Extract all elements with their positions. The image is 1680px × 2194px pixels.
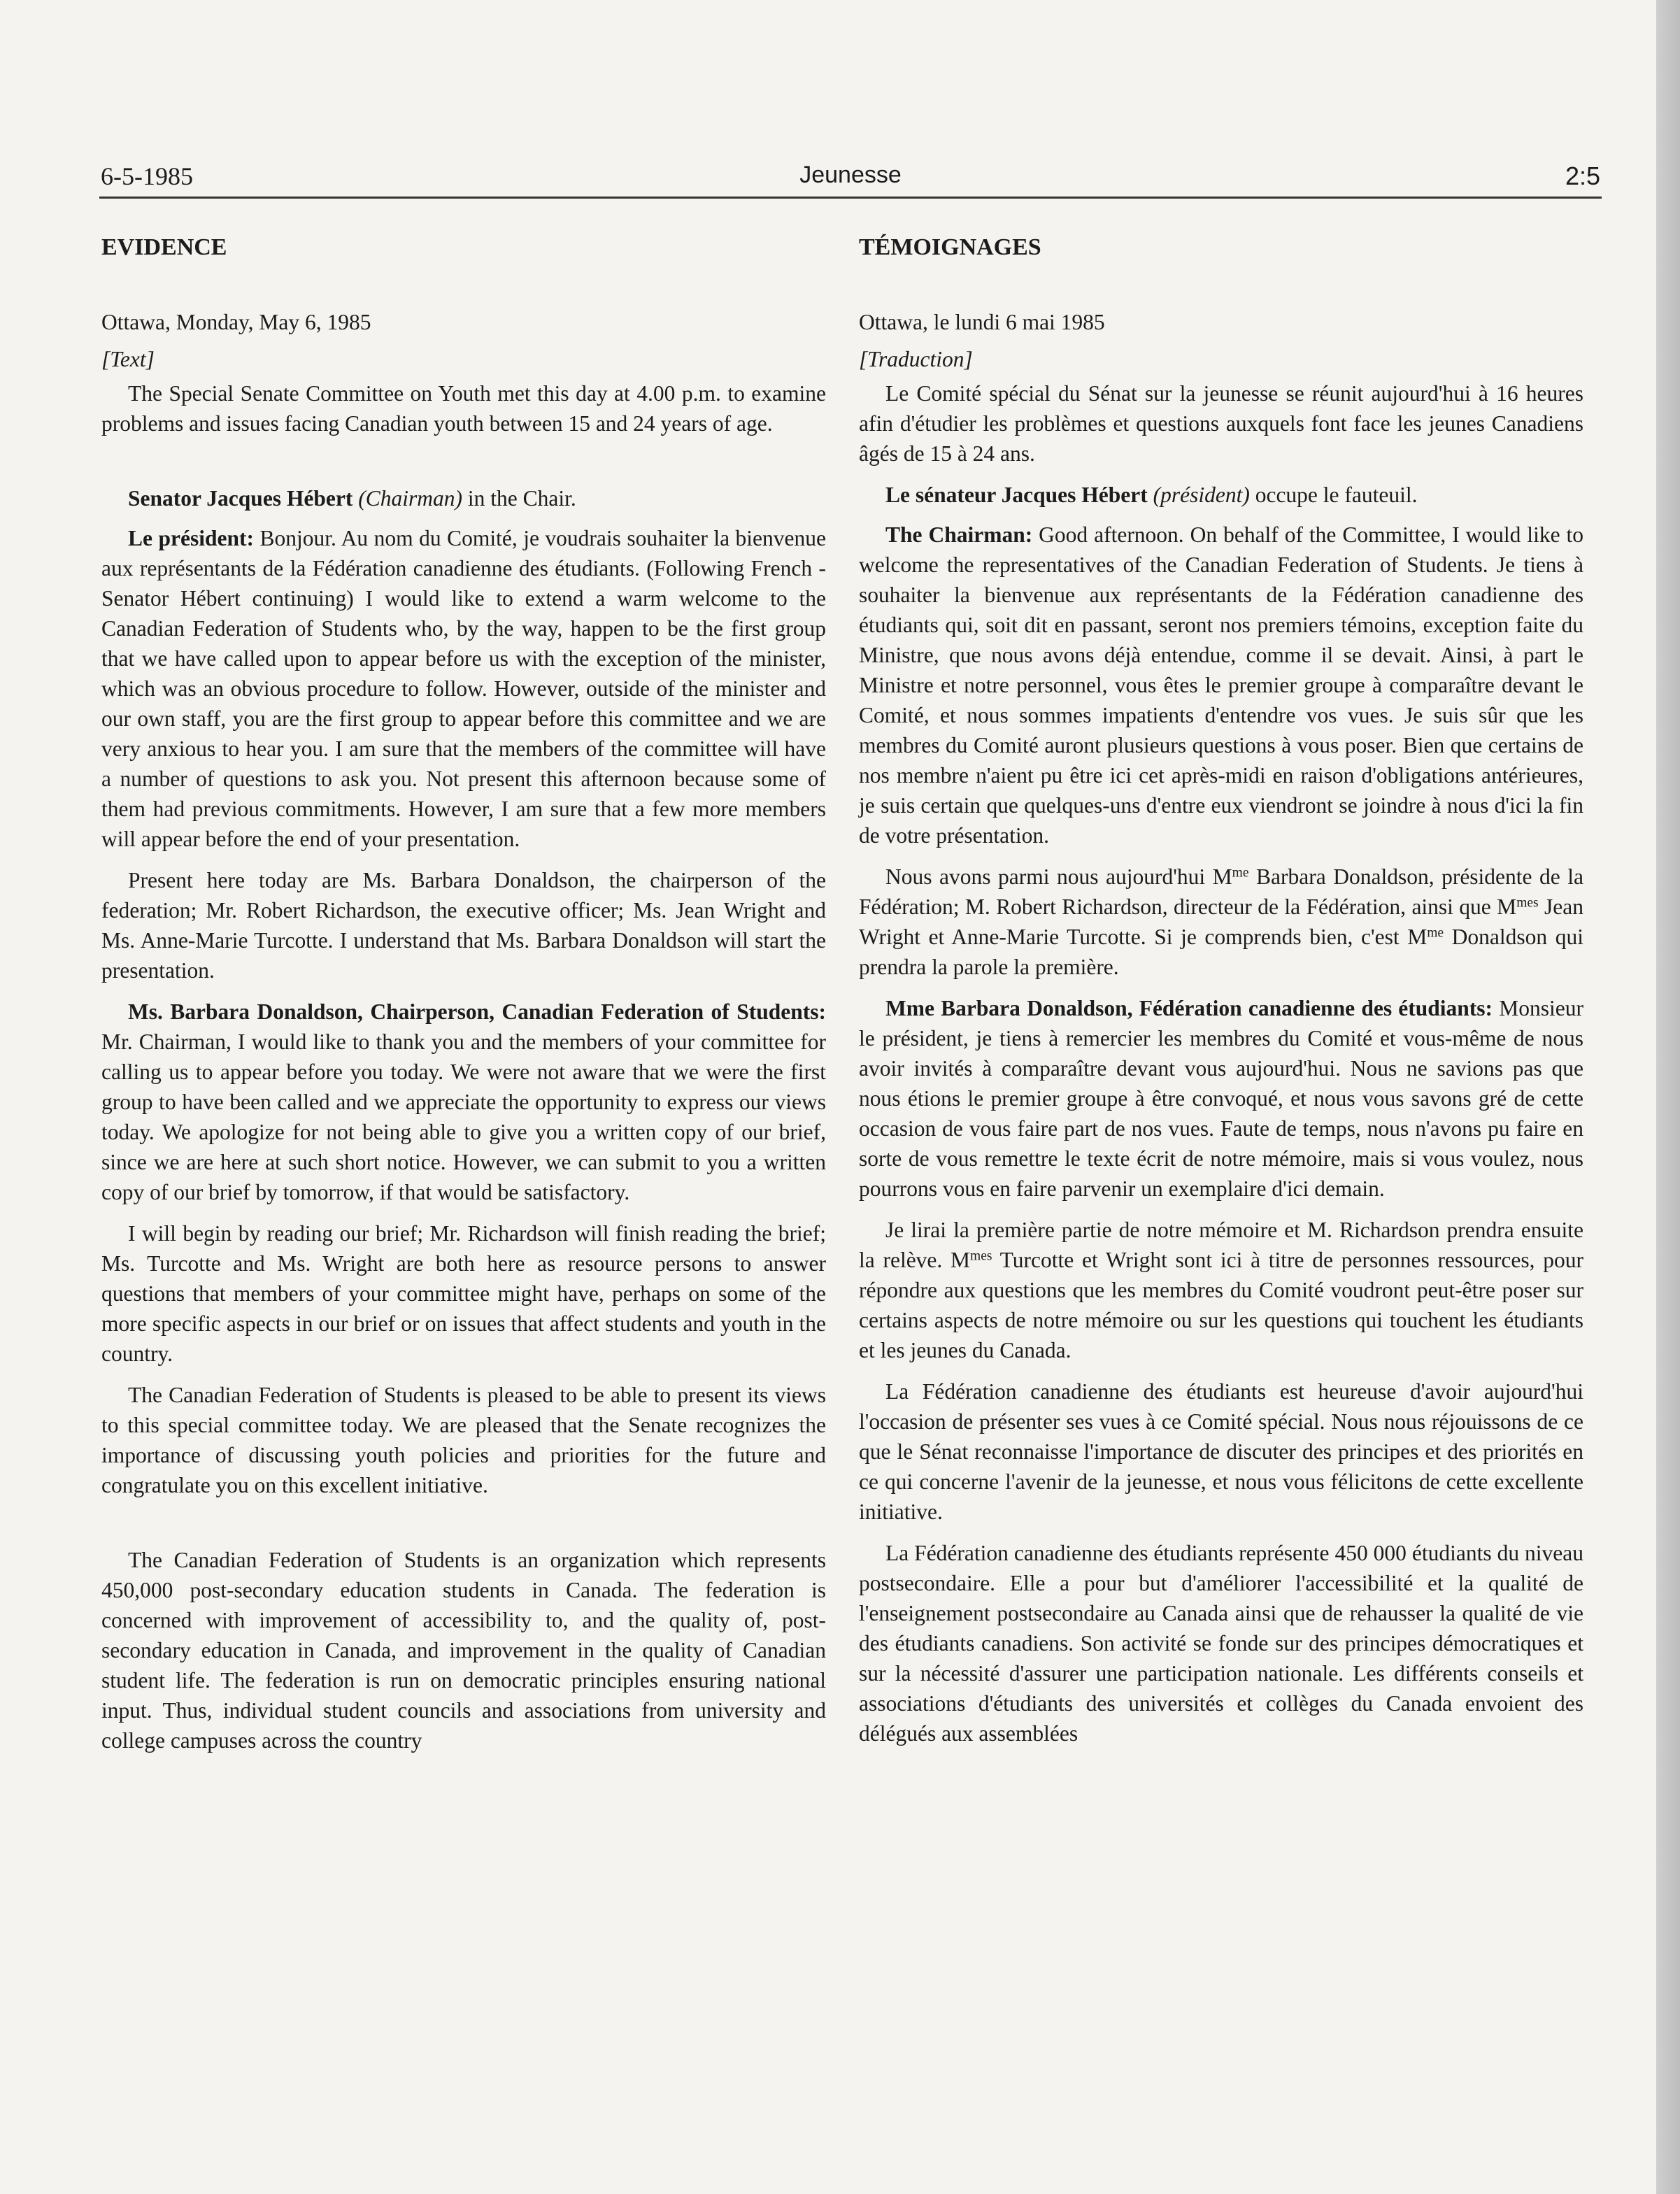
paragraph-present [859, 862, 1583, 982]
text-run: Nous avons parmi nous aujourd'hui M [885, 864, 1232, 889]
chair-line [101, 483, 826, 513]
chair-name: Senator Jacques Hébert [128, 486, 353, 511]
superscript: mes [970, 1248, 992, 1264]
chair-line [859, 480, 1583, 510]
paragraph-federation: La Fédération canadienne des étudiants représente 450 000 étudiants du niveau postsecondaire. Elle a pour but d'améliorer l'accessibilité et la qualité de l'enseignement postsecondaire au Canada ainsi que de rehausser la qualité de vie des étudiants canadiens. Son activité se fonde sur des principes démocratiques et sur la nécessité d'assurer une participation nationale. Les différents conseils et associations d'étudiants des universités et collèges du Canada envoient des délégués aux assemblées [859, 1541, 1583, 1746]
header-date: 6-5-1985 [101, 162, 193, 190]
text-run: Donaldson qui prendra la parole la première. [859, 925, 1583, 979]
paragraph-chairman-welcome [101, 523, 826, 854]
text-run: Barbara Donaldson, présidente de la Fédération; M. Robert Richardson, directeur de la Fédération, ainsi que M [859, 864, 1583, 919]
paragraph-federation: The Canadian Federation of Students is an organization which represents 450,000 post-secondary education students in Canada. The federation is concerned with improvement of accessibility to, and the quality of, post-secondary education in Canada, and improvement in the quality of Canadian student life. The federation is run on democratic principles ensuring national input. Thus, individual student councils and associations from university and college campuses across the country [101, 1548, 826, 1753]
paragraph-text: Bonjour. Au nom du Comité, je voudrais souhaiter la bienvenue aux représentants de la Fédération canadienne des étudiants. (Following French - Senator Hébert continuing) I would like to extend a warm welcome to the Canadian Federation of Students who, by the way, happen to be the first group that we have called upon to appear before us with the exception of the minister, which was an obvious procedure to follow. However, outside of the minister and our own staff, you are the first group to appear before this committee and we are very anxious to hear you. I am sure that the members of the committee will have a number of questions to ask you. Not present this afternoon because some of them had previous commitments. However, I am sure that a few more members will appear before the end of your presentation. [101, 526, 826, 851]
paragraph-chairman-welcome [859, 520, 1583, 850]
paragraph-donaldson [859, 993, 1583, 1204]
running-header [99, 157, 1602, 199]
paragraph-pleased: La Fédération canadienne des étudiants est heureuse d'avoir aujourd'hui l'occasion de présenter ses vues à ce Comité spécial. Nous nous réjouissons de ce que le Sénat reconnaisse l'importance de discuter des principes et des priorités en ce qui concerne l'avenir de la jeunesse, et nous vous félicitons de cette excellente initiative. [859, 1379, 1583, 1524]
chair-name: Le sénateur Jacques Hébert [885, 483, 1148, 507]
superscript: me [1232, 865, 1249, 881]
intro-paragraph: The Special Senate Committee on Youth met this day at 4.00 p.m. to examine problems and issues facing Canadian youth between 15 and 24 years of age. [101, 381, 826, 436]
chair-suffix: occupe le fauteuil. [1249, 483, 1418, 507]
chair-role: (Chairman) [358, 486, 463, 511]
speaker-label: The Chairman: [885, 522, 1033, 547]
paragraph-text: Good afternoon. On behalf of the Committee, I would like to welcome the representatives of the Canadian Federation of Students. Je tiens à souhaiter la bienvenue aux représentants de la Fédération canadienne des étudiants qui, soit dit en passant, seront nos premiers témoins, exception faite du Ministre, que nous avons déjà entendue, comme il se devait. Ainsi, à part le Ministre et notre personnel, vous êtes le premier groupe à comparaître devant le Comité, et nous sommes impatients d'entendre vos vues. Je suis sûr que les membres du Comité auront plusieurs questions à vous poser. Bien que certains de nos membre n'aient pu être ici cet après-midi en raison d'obligations antérieures, je suis certain que quelques-uns d'entre eux viendront se joindre à nous d'ici la fin de votre présentation. [859, 522, 1583, 848]
speaker-label: Le président: [128, 526, 254, 550]
speaker-label: Ms. Barbara Donaldson, Chairperson, Canadian Federation of Students: [128, 999, 826, 1024]
speaker-label: Mme Barbara Donaldson, Fédération canadienne des étudiants: [885, 996, 1493, 1020]
place-date-line: Ottawa, Monday, May 6, 1985 [101, 310, 371, 334]
paragraph-donaldson [101, 997, 826, 1207]
header-title: Jeunesse [799, 162, 902, 188]
paragraph-reading-brief [859, 1215, 1583, 1365]
place-date-line: Ottawa, le lundi 6 mai 1985 [859, 310, 1105, 334]
text-run: Jean Wright et Anne-Marie Turcotte. Si je comprends bien, c'est M [859, 895, 1583, 949]
section-heading-temoignages: TÉMOIGNAGES [859, 234, 1041, 260]
intro-paragraph: Le Comité spécial du Sénat sur la jeunesse se réunit aujourd'hui à 16 heures afin d'étudier les problèmes et questions auxquels font face les jeunes Canadiens âgés de 15 à 24 ans. [859, 381, 1583, 466]
paragraph-pleased: The Canadian Federation of Students is pleased to be able to present its views to this special committee today. We are pleased that the Senate recognizes the importance of discussing youth policies and priorities for the future and congratulate you on this excellent initiative. [101, 1383, 826, 1497]
english-column [101, 232, 826, 1767]
superscript: me [1427, 925, 1444, 941]
section-heading-evidence: EVIDENCE [101, 234, 227, 260]
language-tag: [Traduction] [859, 347, 973, 371]
page-number: 2:5 [1565, 162, 1600, 190]
chair-suffix: in the Chair. [462, 486, 576, 511]
page-edge-shadow [1656, 0, 1680, 2194]
text-run: Turcotte et Wright sont ici à titre de personnes ressources, pour répondre aux questions que les membres du Comité voudront peut-être poser sur certains aspects de notre mémoire ou sur les questions qui touchent les étudiants et les jeunes du Canada. [859, 1248, 1583, 1362]
french-column [859, 232, 1583, 1760]
chair-role: (président) [1153, 483, 1250, 507]
paragraph-text: Mr. Chairman, I would like to thank you and the members of your committee for calling us to appear before you today. We were not aware that we were the first group to have been called and we appreciate the opportunity to express our views today. We apologize for not being able to give you a written copy of our brief, since we are here at such short notice. However, we can submit to you a written copy of our brief by tomorrow, if that would be satisfactory. [101, 1030, 826, 1204]
superscript: mes [1516, 895, 1539, 911]
paragraph-present: Present here today are Ms. Barbara Donaldson, the chairperson of the federation; Mr. Robert Richardson, the executive officer; Ms. Jean Wright and Ms. Anne-Marie Turcotte. I understand that Ms. Barbara Donaldson will start the presentation. [101, 868, 826, 983]
paragraph-reading-brief: I will begin by reading our brief; Mr. Richardson will finish reading the brief; Ms. Turcotte and Ms. Wright are both here as resource persons to answer questions that members of your committee might have, perhaps on some of the more specific aspects in our brief or on issues that affect students and youth in the country. [101, 1221, 826, 1366]
text-run: Je lirai la première partie de notre mémoire et M. Richardson prendra ensuite la relève. M [859, 1218, 1583, 1272]
paragraph-text: Monsieur le président, je tiens à remercier les membres du Comité et vous-même de nous avoir invités à comparaître devant vous aujourd'hui. Nous ne savions pas que nous étions le premier groupe à être convoqué, et nous vous savons gré de cette occasion de vous faire part de nos vues. Faute de temps, nous n'avons pu faire en sorte de vous remettre le texte écrit de notre mémoire, mais si vous voulez, nous pourrons vous en faire parvenir un exemplaire d'ici demain. [859, 996, 1583, 1201]
language-tag: [Text] [101, 347, 155, 371]
